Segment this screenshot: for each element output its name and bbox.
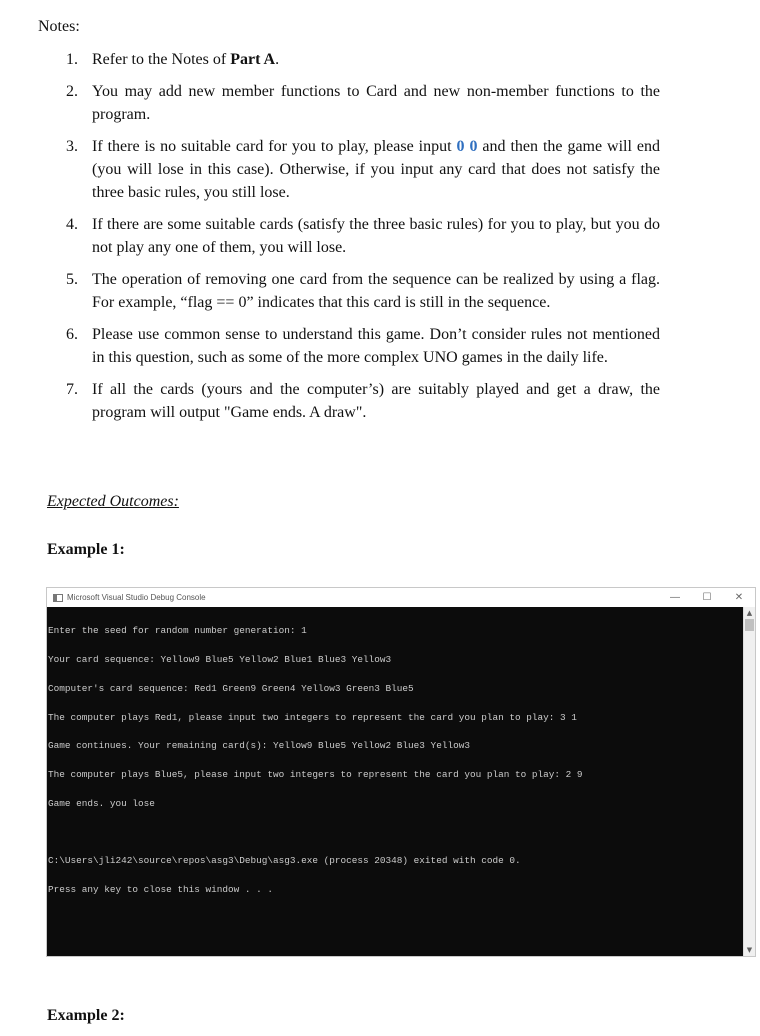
note-item <box>66 378 660 424</box>
example-2-heading: Example 2: <box>47 1007 125 1024</box>
window-controls <box>659 588 755 607</box>
note-number: 2. <box>66 83 78 100</box>
minimize-button[interactable]: — <box>670 592 680 603</box>
note-item <box>66 213 660 259</box>
console-scrollbar[interactable] <box>743 607 755 956</box>
console-line: Computer's card sequence: Red1 Green9 Green4 Yellow3 Green3 Blue5 <box>48 682 414 694</box>
console-title: Microsoft Visual Studio Debug Console <box>67 593 206 602</box>
maximize-button[interactable]: ☐ <box>702 592 712 603</box>
note-number: 1. <box>66 51 78 68</box>
console-line: Press any key to close this window . . . <box>48 884 274 896</box>
debug-console-window <box>46 587 756 957</box>
note-number: 4. <box>66 216 78 233</box>
note-text: Refer to the Notes of <box>92 51 231 68</box>
close-button[interactable]: ✕ <box>734 592 744 603</box>
expected-outcomes-heading: Expected Outcomes: <box>47 493 179 510</box>
note-text: . <box>275 51 280 68</box>
note-text: You may add new member functions to Card and new non-member functions to the program. <box>92 83 660 123</box>
note-text: and then the game will end (you will lose in this case). Otherwise, if you input any card that does not satisfy the three basic rules, you still lose. <box>92 138 660 201</box>
console-line: Game continues. Your remaining card(s): Yellow9 Blue5 Yellow2 Blue3 Yellow3 <box>48 740 470 752</box>
scroll-up-arrow-icon[interactable]: ▲ <box>746 609 753 617</box>
console-line: Game ends. you lose <box>48 797 155 809</box>
note-bold-text: Part A <box>230 51 276 68</box>
note-number: 5. <box>66 271 78 288</box>
note-number: 6. <box>66 326 78 343</box>
console-line: The computer plays Red1, please input two integers to represent the card you plan to play: 3 1 <box>48 711 577 723</box>
scrollbar-thumb[interactable] <box>745 619 754 631</box>
console-line <box>48 828 743 838</box>
note-text: If there is no suitable card for you to play, please input <box>92 138 457 155</box>
note-item <box>66 80 660 126</box>
console-titlebar <box>47 588 755 607</box>
example-1-heading: Example 1: <box>47 541 125 558</box>
note-highlight-text: 0 0 <box>456 138 478 155</box>
note-item <box>66 268 660 314</box>
console-line: C:\Users\jli242\source\repos\asg3\Debug\asg3.exe (process 20348) exited with code 0. <box>48 855 521 867</box>
note-text: Please use common sense to understand this game. Don’t consider rules not mentioned in this question, such as some of the more complex UNO games in the daily life. <box>92 326 660 366</box>
console-line: The computer plays Blue5, please input two integers to represent the card you plan to play: 2 9 <box>48 769 583 781</box>
note-text: If there are some suitable cards (satisfy the three basic rules) for you to play, but you do not play any one of them, you will lose. <box>92 216 660 256</box>
note-number: 7. <box>66 381 78 398</box>
note-item <box>66 135 660 204</box>
console-output <box>47 607 743 956</box>
note-text: If all the cards (yours and the computer’s) are suitably played and get a draw, the program will output "Game ends. A draw". <box>92 381 660 421</box>
console-app-icon <box>53 594 63 602</box>
console-line: Enter the seed for random number generation: 1 <box>48 625 307 637</box>
notes-heading: Notes: <box>38 18 80 35</box>
notes-list <box>66 48 660 424</box>
note-item <box>66 48 660 71</box>
note-item <box>66 323 660 369</box>
note-number: 3. <box>66 138 78 155</box>
note-text: The operation of removing one card from the sequence can be realized by using a flag. For example, “flag == 0” indicates that this card is still in the sequence. <box>92 271 660 311</box>
scroll-down-arrow-icon[interactable]: ▼ <box>746 946 753 954</box>
console-line: Your card sequence: Yellow9 Blue5 Yellow2 Blue1 Blue3 Yellow3 <box>48 653 392 665</box>
